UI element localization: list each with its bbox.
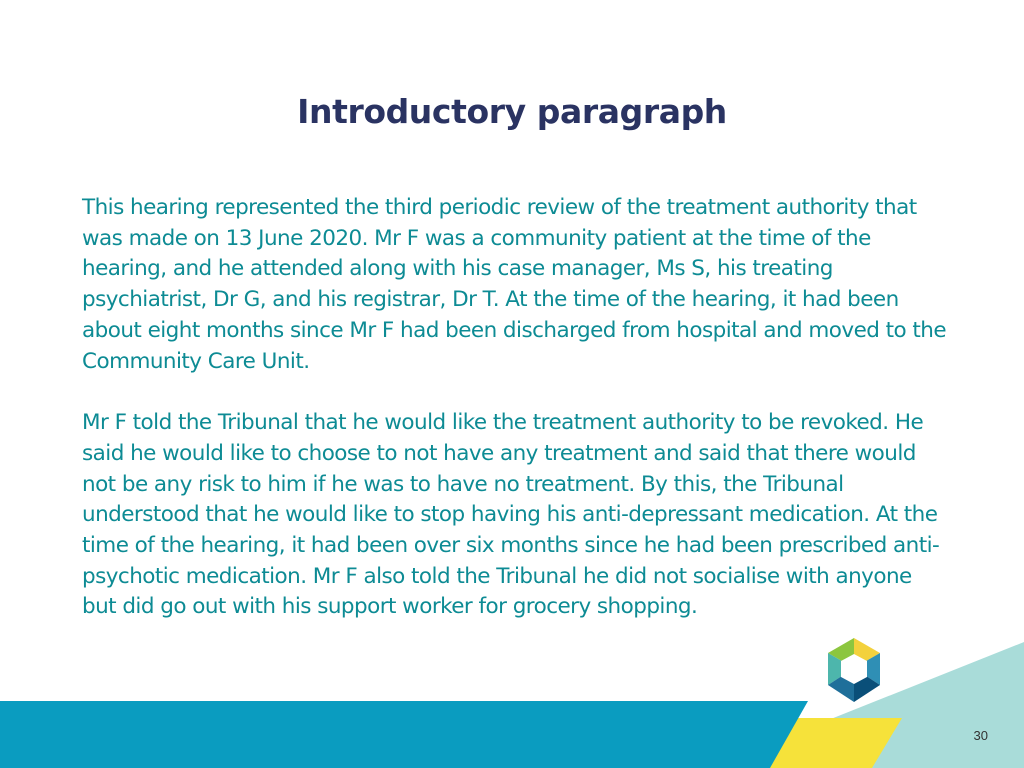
page-number: 30 <box>973 728 988 743</box>
hexagon-logo-icon <box>824 636 884 704</box>
slide-title: Introductory paragraph <box>297 92 727 131</box>
blue-band <box>0 701 808 768</box>
paragraph-1: This hearing represented the third periodic review of the treatment authority that was made on 13 June 2020. Mr F was a community patient at the time of the hearing, and he attended along with his case manager, Ms S, his treating psychiatrist, Dr G, and his registrar, Dr T. At the time of the hearing, it had been about eight months since Mr F had been discharged from hospital and moved to the Community Care Unit. <box>82 195 947 374</box>
paragraph-2: Mr F told the Tribunal that he would like the treatment authority to be revoked. He said he would like to choose to not have any treatment and said that there would not be any risk to him if he was to have no treatment. By this, the Tribunal understood that he would like to stop having his anti-depressant medication. At the time of the hearing, it had been over six months since he had been prescribed anti-psychotic medication. Mr F also told the Tribunal he did not socialise with anyone but did go out with his support worker for grocery shopping. <box>82 410 940 620</box>
